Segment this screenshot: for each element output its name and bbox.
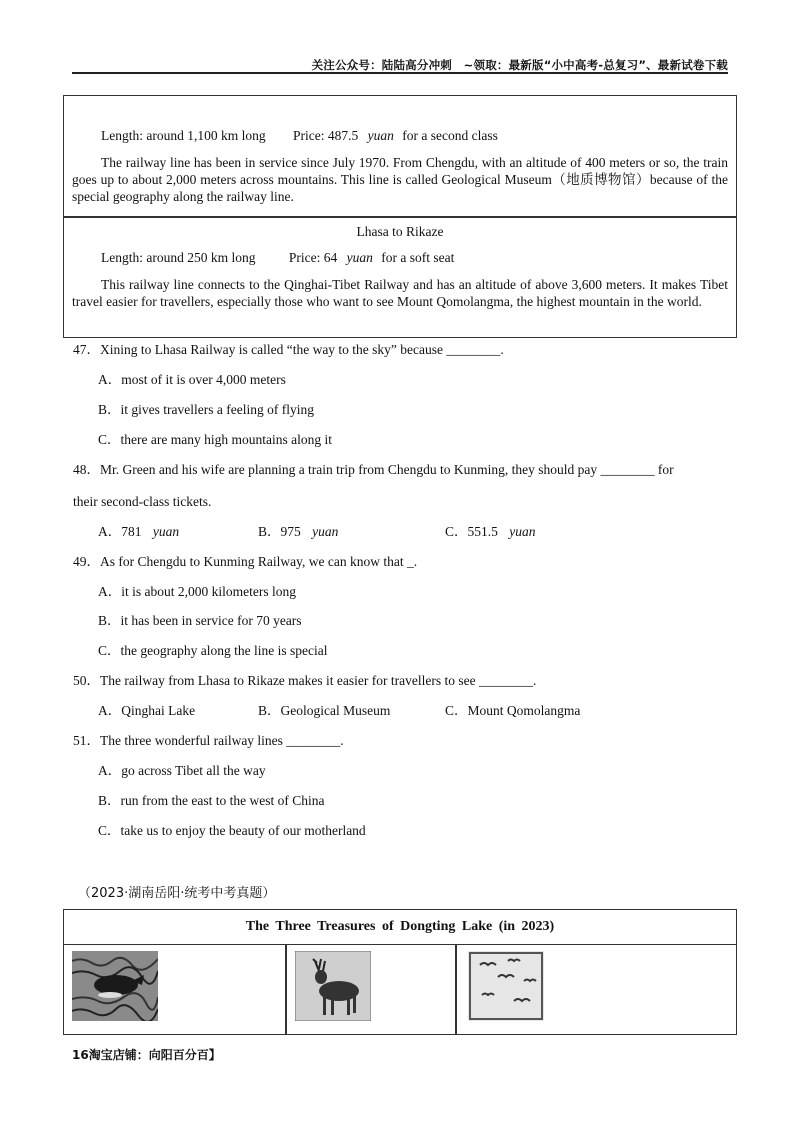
column-divider-2	[455, 945, 457, 1034]
finless-porpoise-image	[72, 951, 158, 1021]
question-51-option-c[interactable]: C．take us to enjoy the beauty of our motherland	[98, 823, 366, 838]
question-50-stem: 50．The railway from Lhasa to Rikaze makes it easier for travellers to see ________.	[73, 673, 537, 688]
question-49-option-c[interactable]: C．the geography along the line is special	[98, 643, 328, 658]
railway-info-table	[63, 95, 737, 338]
question-48-stem-line2: their second-class tickets.	[73, 494, 212, 509]
option-a-amount: A．781	[98, 524, 142, 539]
exam-source-note: （2023·湖南岳阳·统考中考真题）	[78, 886, 276, 901]
section2-length: Length: around 250 km long	[101, 250, 256, 265]
option-b-amount: B．975	[258, 524, 301, 539]
section1-price: Price: 487.5	[292, 128, 359, 143]
question-50-option-a[interactable]: A．Qinghai Lake	[98, 703, 196, 718]
section2-title: Lhasa to Rikaze	[356, 224, 444, 239]
milu-deer-image	[295, 951, 371, 1021]
section2-description: This railway line connects to the Qinghai-Tibet Railway and has an altitude of above 3,600 meters. It makes Tibet travel easier for travellers, especially those who want to see Mount Qomolangma, the highest mountain in the world.	[72, 277, 728, 309]
question-47-option-a[interactable]: A．most of it is over 4,000 meters	[98, 372, 286, 387]
question-48-option-b[interactable]	[258, 523, 338, 541]
question-49-stem: 49．As for Chengdu to Kunming Railway, we can know that _.	[73, 554, 418, 569]
question-49-option-b[interactable]: B．it has been in service for 70 years	[98, 613, 302, 628]
question-47-stem: 47．Xining to Lhasa Railway is called “the way to the sky” because ________.	[73, 342, 504, 357]
shop-name: 淘宝店铺：向阳百分百】	[88, 1048, 221, 1062]
page-number: 16	[72, 1048, 89, 1062]
option-c-unit: yuan	[509, 524, 536, 539]
header-rule	[72, 72, 728, 74]
column-divider-1	[285, 945, 287, 1034]
birds-image	[468, 951, 544, 1021]
question-51-stem: 51．The three wonderful railway lines ________.	[73, 733, 344, 748]
question-48-stem-line1: 48．Mr. Green and his wife are planning a train trip from Chengdu to Kunming, they should pay ________ for	[73, 462, 674, 477]
section1-price-suffix: for a second class	[402, 128, 498, 143]
section1-length: Length: around 1,100 km long	[101, 128, 266, 143]
section2-meta	[72, 249, 728, 266]
question-48-option-c[interactable]	[445, 523, 536, 541]
question-50-option-c[interactable]: C．Mount Qomolangma	[445, 703, 581, 718]
page-footer	[72, 1046, 221, 1063]
question-51-option-b[interactable]: B．run from the east to the west of China	[98, 793, 325, 808]
question-47-option-b[interactable]: B．it gives travellers a feeling of flying	[98, 402, 314, 417]
section2-price: Price: 64	[288, 250, 338, 265]
question-51-option-a[interactable]: A．go across Tibet all the way	[98, 763, 266, 778]
treasures-table-title: The Three Treasures of Dongting Lake (in 2023)	[64, 910, 736, 945]
section2-price-suffix: for a soft seat	[381, 250, 455, 265]
option-b-unit: yuan	[312, 524, 339, 539]
section1-price-unit: yuan	[367, 128, 394, 143]
section2-price-unit: yuan	[346, 250, 373, 265]
treasures-table	[63, 909, 737, 1035]
question-48-option-a[interactable]	[98, 523, 179, 541]
page-header-text: 关注公众号：陆陆高分冲刺 ~领取：最新版“小中高考-总复习”、最新试卷下载	[311, 58, 728, 72]
table-divider	[64, 216, 736, 218]
option-c-amount: C．551.5	[445, 524, 498, 539]
question-47-option-c[interactable]: C．there are many high mountains along it	[98, 432, 332, 447]
section1-meta	[72, 127, 728, 144]
option-a-unit: yuan	[152, 524, 180, 539]
question-49-option-a[interactable]: A．it is about 2,000 kilometers long	[98, 584, 296, 599]
section1-description: The railway line has been in service since July 1970. From Chengdu, with an altitude of 400 meters or so, the train goes up to about 2,000 meters across mountains. This line is called Geological Museum（地质博物馆）because of the special geography along the railway line.	[72, 155, 728, 204]
question-50-option-b[interactable]: B．Geological Museum	[258, 703, 391, 718]
